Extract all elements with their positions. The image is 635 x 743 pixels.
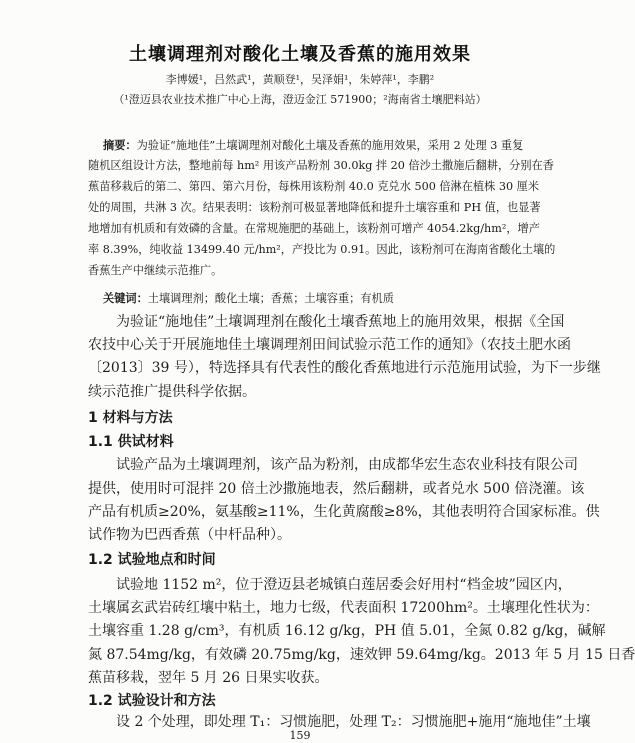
page-number: 159 — [289, 729, 311, 742]
body-line: 试验地 1152 m²，位于澄迈县老城镇白莲居委会好用村“档金坡”园区内， — [116, 577, 572, 593]
body-line: 试验产品为土壤调理剂，该产品为粉剂，由成都华宏生态农业科技有限公司 — [116, 457, 578, 473]
abstract-line: 处的周围，共淋 3 次。结果表明：该粉剂可极显著地降低和提升土壤容重和 PH 值，也显著 — [88, 201, 541, 214]
abstract-line: 地增加有机质和有效磷的含量。在常规施肥的基础上，该粉剂可增产 4054.2kg/hm²，增产 — [88, 222, 540, 235]
body-line: 提供，使用时可混拌 20 倍土沙撒施地表，然后翻耕，或者兑水 500 倍浇灌。该 — [88, 481, 585, 497]
abstract-line: 随机区组设计方法，整地前每 hm² 用该产品粉剂 30.0kg 拌 20 倍沙土撒施后翻耕，分别在香 — [88, 159, 554, 172]
intro-line: 续示范推广提供科学依据。 — [88, 384, 256, 400]
abstract-line: 香蕉生产中继续示范推广。 — [88, 264, 223, 277]
body-line: 土壤容重 1.28 g/cm³，有机质 16.12 g/kg，PH 值 5.01，全氮 0.82 g/kg，碱解 — [88, 623, 606, 639]
abstract-line: 蕉苗移栽后的第二、第四、第六月份，每株用该粉剂 40.0 克兑水 500 倍淋在植株 30 厘米 — [88, 180, 540, 193]
body-line: 蕉苗移栽，翌年 5 月 26 日果实收获。 — [88, 670, 329, 686]
body-line: 设 2 个处理，即处理 T₁：习惯施肥，处理 T₂：习惯施肥+施用“施地佳”土壤 — [116, 714, 591, 730]
abstract-label: 摘要： — [103, 138, 137, 152]
body-line: 氮 87.54mg/kg，有效磷 20.75mg/kg，速效钾 59.64mg/kg。2013 年 5 月 15 日香 — [88, 647, 635, 663]
affiliation: （¹澄迈县农业技术推广中心上海，澄迈金江 571900；²海南省土壤肥料站） — [113, 93, 487, 106]
section-heading: 1 材料与方法 — [88, 410, 173, 426]
abstract-line — [103, 138, 524, 152]
keywords-line — [103, 292, 512, 305]
subsection-heading: 1.2 试验设计和方法 — [88, 693, 216, 709]
intro-line: 农技中心关于开展施地佳土壤调理剂田间试验示范工作的通知》（农技土肥水函 — [88, 337, 571, 353]
paper-title: 土壤调理剂对酸化土壤及香蕉的施用效果 — [129, 44, 471, 65]
body-line: 试作物为巴西香蕉（中杆品种）。 — [88, 527, 291, 543]
body-line: 产品有机质≥20%，氨基酸≥11%，生化黄腐酸≥8%，其他表明符合国家标准。供 — [88, 504, 600, 520]
subsection-heading: 1.2 试验地点和时间 — [88, 552, 216, 568]
intro-line: 为验证“施地佳”土壤调理剂在酸化土壤香蕉地上的施用效果，根据《全国 — [116, 314, 565, 330]
abstract-text: 为验证“施地佳”土壤调理剂对酸化土壤及香蕉的施用效果，采用 2 处理 3 重复 — [136, 139, 524, 152]
keywords-text: 土壤调理剂；酸化土壤；香蕉；土壤容重；有机质 — [147, 292, 394, 305]
keywords-label: 关键词： — [103, 291, 148, 305]
intro-line: 〔2013〕39 号），特选择具有代表性的酸化香蕉地进行示范施用试验，为下一步继 — [88, 360, 601, 376]
author-list: 李博媛¹，吕然武¹，黄顺登¹，吴泽娟¹，朱婷萍¹，李鹏² — [165, 73, 435, 86]
body-line: 土壤属玄武岩砖红壤中粘土，地力七级，代表面积 17200hm²。土壤理化性状为： — [88, 600, 599, 616]
abstract-line: 率 8.39%，纯收益 13499.40 元/hm²，产投比为 0.91。因此，该粉剂可在海南省酸化土壤的 — [88, 243, 556, 256]
subsection-heading: 1.1 供试材料 — [88, 434, 174, 450]
